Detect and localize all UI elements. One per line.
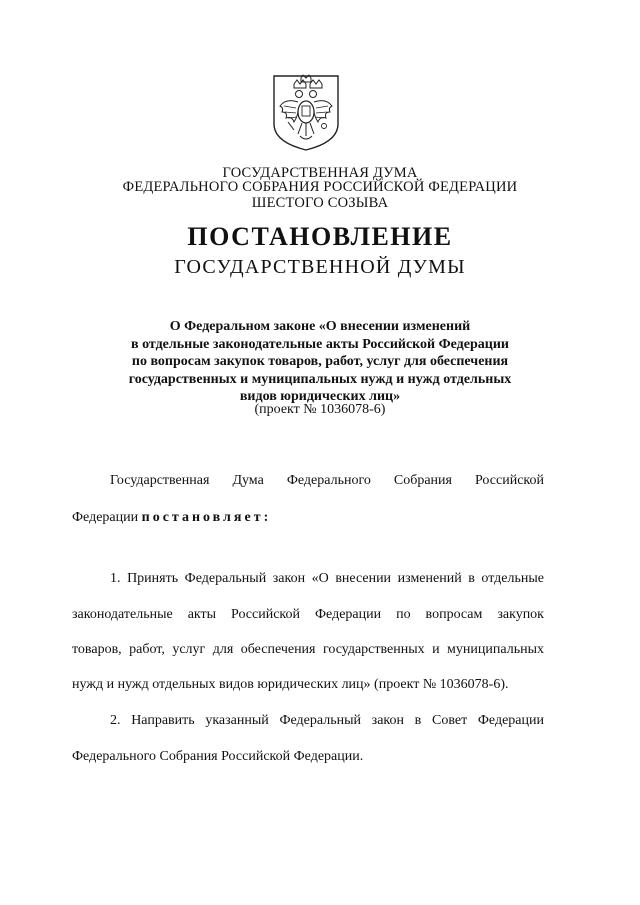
item1-line: товаров, работ, услуг для обеспечения государственных и муниципальных (72, 642, 544, 657)
document-subject (0, 318, 640, 406)
item2-line: 2. Направить указанный Федеральный закон в Совет Федерации (110, 713, 544, 728)
coat-of-arms-icon (268, 72, 344, 152)
document-type-title: ПОСТАНОВЛЕНИЕ (187, 222, 453, 251)
preamble-verb: постановляет: (141, 510, 272, 525)
subject-line: О Федеральном законе «О внесении изменений (169, 319, 471, 334)
preamble-line (72, 509, 271, 527)
header-line-duma: ГОСУДАРСТВЕННАЯ ДУМА (222, 165, 418, 181)
document-issuer: ГОСУДАРСТВЕННОЙ ДУМЫ (174, 256, 466, 278)
project-number: (проект № 1036078-6) (254, 402, 386, 417)
subject-line: по вопросам закупок товаров, работ, услуг для обеспечения (131, 354, 509, 369)
item2-line: Федерального Собрания Российской Федерации. (72, 749, 364, 764)
item1-line: 1. Принять Федеральный закон «О внесении изменений в отдельные (110, 571, 544, 586)
preamble-text: Федерации (72, 510, 142, 525)
item1-line: нужд и нужд отдельных видов юридических лиц» (проект № 1036078-6). (72, 677, 509, 692)
preamble-line: Государственная Дума Федерального Собрания Российской (110, 473, 544, 488)
header-line-federal-assembly: ФЕДЕРАЛЬНОГО СОБРАНИЯ РОССИЙСКОЙ ФЕДЕРАЦИИ (122, 179, 518, 195)
subject-line: видов юридических лиц» (239, 389, 401, 404)
subject-line: государственных и муниципальных нужд и нужд отдельных (128, 371, 512, 387)
subject-line: в отдельные законодательные акты Российской Федерации (131, 336, 509, 352)
header-line-convocation: ШЕСТОГО СОЗЫВА (251, 195, 389, 211)
item1-line: законодательные акты Российской Федерации по вопросам закупок (72, 607, 544, 622)
